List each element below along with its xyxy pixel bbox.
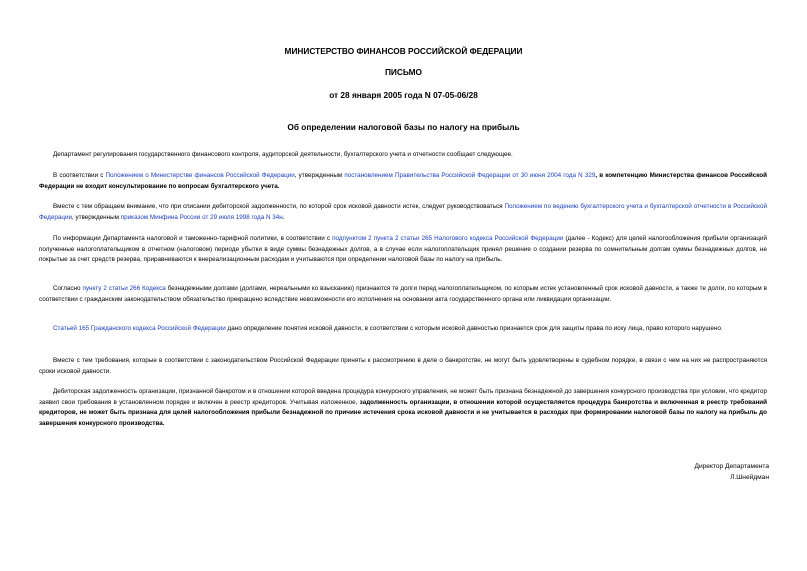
document-date-number: от 28 января 2005 года N 07-05-06/28 <box>329 90 478 100</box>
ministry-title: МИНИСТЕРСТВО ФИНАНСОВ РОССИЙСКОЙ ФЕДЕРАЦИИ <box>284 46 523 56</box>
paragraph-4 <box>39 234 767 266</box>
signature-position: Директор Департамента <box>694 463 769 470</box>
paragraph-7 <box>39 356 767 377</box>
paragraph-text: Вместе с тем требования, которые в соответствии с законодательством Российской Федерации приняты к рассмотрению в деле о банкротстве, не могут быть удовлетворены в судебном порядке, в связи с чем на них не распространяются сроки исковой давности. <box>39 357 767 375</box>
paragraph-text: , утвержденным <box>71 213 121 221</box>
link-tax-code-265[interactable]: подпунктом 2 пункта 2 статьи 265 Налогового кодекса Российской Федерации <box>332 235 564 242</box>
paragraph-text: В соответствии с <box>53 172 106 179</box>
paragraph-text: По информации Департамента налоговой и таможенно-тарифной политики, в соответствии с <box>53 235 333 242</box>
document-subject: Об определении налоговой базы по налогу на прибыль <box>287 122 520 132</box>
paragraph-2 <box>39 171 767 192</box>
paragraph-1 <box>39 150 767 161</box>
paragraph-8 <box>39 387 767 430</box>
paragraph-text: . <box>282 213 285 221</box>
paragraph-5 <box>39 284 767 305</box>
paragraph-6 <box>39 324 767 335</box>
paragraph-text: безнадежными долгами (долгами, нереальными ко взысканию) признаются те долги перед налогоплательщиком, по которым истек установленный срок исковой давности, а также те долги, по которым в соответствии с гражданским законодательством обязательство прекращено вследствие невозможности его исполнения на основании акта государственного органа или ликвидации организации. <box>39 285 768 303</box>
paragraph-text: , утвержденным <box>294 172 345 179</box>
paragraph-bold-text: , в компетенцию Министерства финансов Российской Федерации не входит консультирование по вопросам бухгалтерского учета. <box>39 172 767 190</box>
link-tax-code-266[interactable]: пункту 2 статьи 266 Кодекса <box>82 285 166 292</box>
link-accounting-regulation[interactable]: Положением по ведению бухгалтерского учета и бухгалтерской отчетности в Российской Федерации <box>39 203 767 221</box>
paragraph-text: дано определение понятия исковой давности, в соответствии с которым исковой давностью признается срок для защиты права по иску лица, право которого нарушено. <box>225 325 723 332</box>
signature-name: Л.Шнейдман <box>730 473 769 481</box>
paragraph-text: (далее - Кодекс) для целей налогообложения прибыли организаций полученные налогоплательщиком в отчетном (налоговом) периоде убытки в виде суммы безнадежных долгов, а в случае если налогоплательщик принял решение о создании резерва по сомнительным долгам суммы безнадежных долгов, не покрытые за счет средств резерва, приравниваются к внереализационным расходам и учитываются при определении налоговой базы по налогу на прибыль. <box>39 235 767 264</box>
paragraph-text: Дебиторская задолженность организации, признанной банкротом и в отношении которой введена процедура конкурсного управления, не может быть признана безнадежной до завершения конкурсного производства при условии, что кредитор заявил свои требования в установленном порядке и включен в реестр кредиторов. Учитывая изложенное, <box>39 388 767 406</box>
paragraph-text: Департамент регулирования государственного финансового контроля, аудиторской деятельности, бухгалтерского учета и отчетности сообщает следующее. <box>53 151 513 158</box>
paragraph-text: Согласно <box>53 285 83 292</box>
paragraph-3 <box>39 202 767 223</box>
link-government-decree[interactable]: постановлением Правительства Российской Федерации от 30 июня 2004 года N 329 <box>344 172 596 179</box>
paragraph-bold-text: задолженность организации, в отношении которой осуществляется процедура банкротства и включенная в реестр требований кредиторов, не может быть признана для целей налогообложения прибыли безнадежной по причине истечения срока исковой давности и не учитывается в расходах при формировании налоговой базы по налогу на прибыль до завершения конкурсного производства. <box>39 398 767 428</box>
paragraph-text: Вместе с тем обращаем внимание, что при списании дебиторской задолженности, по которой срок исковой давности истек, следует руководствоваться <box>53 203 505 210</box>
link-civil-code-165[interactable]: Статьей 165 Гражданского кодекса Российской Федерации <box>53 325 226 332</box>
signature-block <box>694 462 769 483</box>
link-minfin-order[interactable]: приказом Минфина России от 29 июля 1998 года N 34н <box>120 213 283 221</box>
link-ministry-regulation[interactable]: Положением о Министерстве финансов Российской Федерации <box>105 172 295 179</box>
document-type: ПИСЬМО <box>384 67 423 77</box>
